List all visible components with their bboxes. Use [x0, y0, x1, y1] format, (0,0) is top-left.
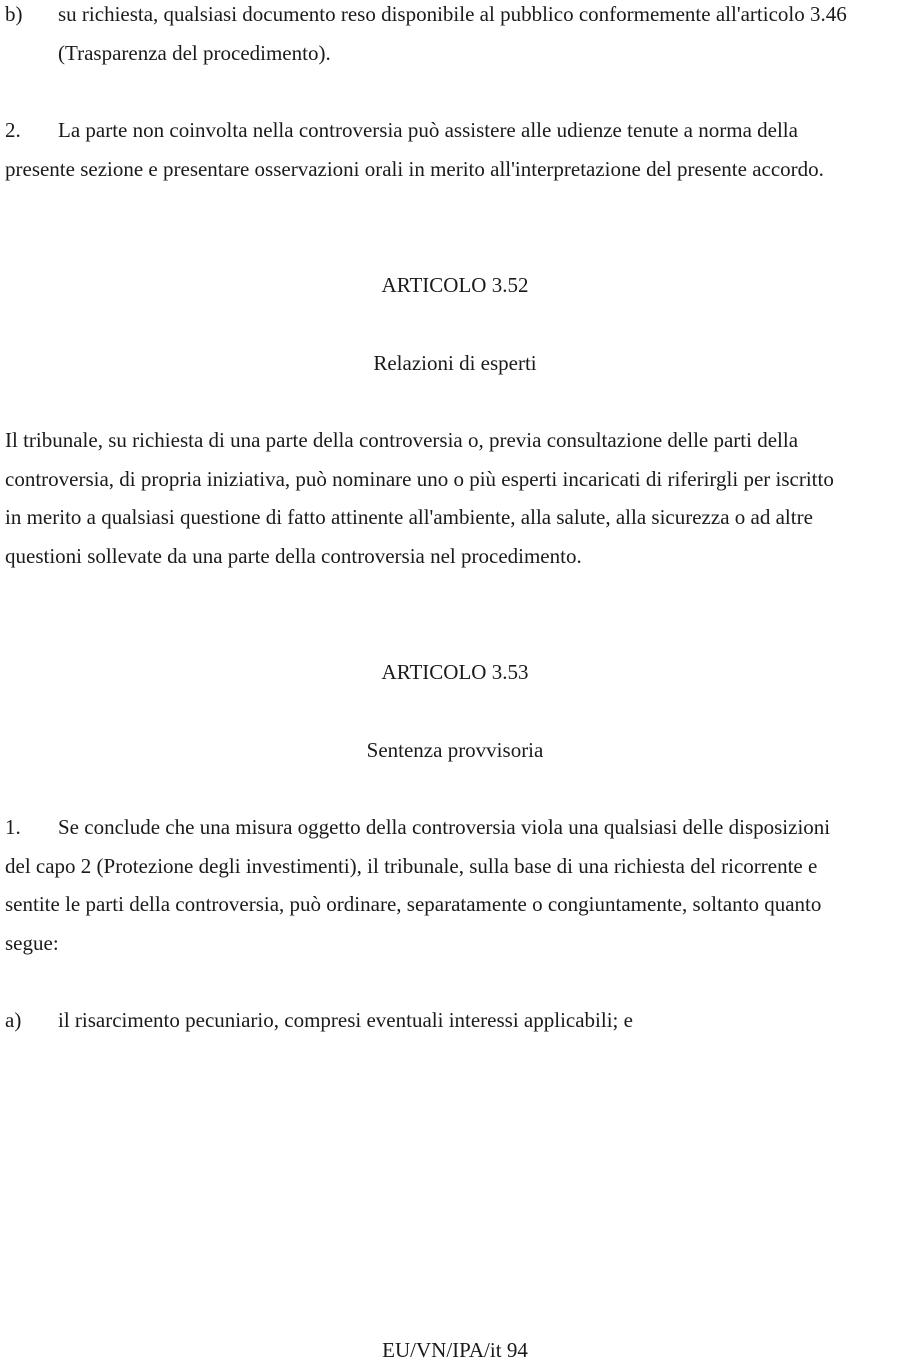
item-a-text: il risarcimento pecuniario, compresi eventuali interessi applicabili; e [58, 1008, 633, 1032]
article-3-53-heading: ARTICOLO 3.53 [381, 660, 529, 684]
para-2-line-2: presente sezione e presentare osservazioni orali in merito all'interpretazione del presente accordo. [5, 157, 824, 181]
article-3-52-line-3: in merito a qualsiasi questione di fatto attinente all'ambiente, alla salute, alla sicurezza o ad altre [5, 505, 813, 529]
article-3-52-line-2: controversia, di propria iniziativa, può nominare uno o più esperti incaricati di riferirgli per iscritto [5, 467, 834, 491]
item-b-line-2: (Trasparenza del procedimento). [58, 41, 331, 65]
item-b-line-1: su richiesta, qualsiasi documento reso disponibile al pubblico conformemente all'articolo 3.46 [58, 2, 847, 26]
page-footer-reference: EU/VN/IPA/it 94 [382, 1338, 528, 1362]
item-a-marker: a) [5, 1008, 22, 1032]
article-3-53-title: Sentenza provvisoria [366, 738, 544, 762]
article-3-53-para-1-line-3: sentite le parti della controversia, può ordinare, separatamente o congiuntamente, soltanto quanto [5, 892, 822, 916]
para-2-marker: 2. [5, 118, 21, 142]
article-3-52-heading: ARTICOLO 3.52 [381, 273, 529, 297]
item-b-marker: b) [5, 2, 23, 26]
article-3-53-para-1-line-4: segue: [5, 931, 59, 955]
article-3-53-para-1-marker: 1. [5, 815, 21, 839]
article-3-52-line-1: Il tribunale, su richiesta di una parte della controversia o, previa consultazione delle parti della [5, 428, 799, 452]
article-3-52-line-4: questioni sollevate da una parte della controversia nel procedimento. [5, 544, 582, 568]
article-3-53-para-1-line-2: del capo 2 (Protezione degli investimenti), il tribunale, sulla base di una richiesta del ricorrente e [5, 854, 818, 878]
article-3-52-title: Relazioni di esperti [373, 351, 537, 375]
para-2-line-1: La parte non coinvolta nella controversia può assistere alle udienze tenute a norma della [58, 118, 798, 142]
article-3-53-para-1-line-1: Se conclude che una misura oggetto della controversia viola una qualsiasi delle disposizioni [58, 815, 831, 839]
